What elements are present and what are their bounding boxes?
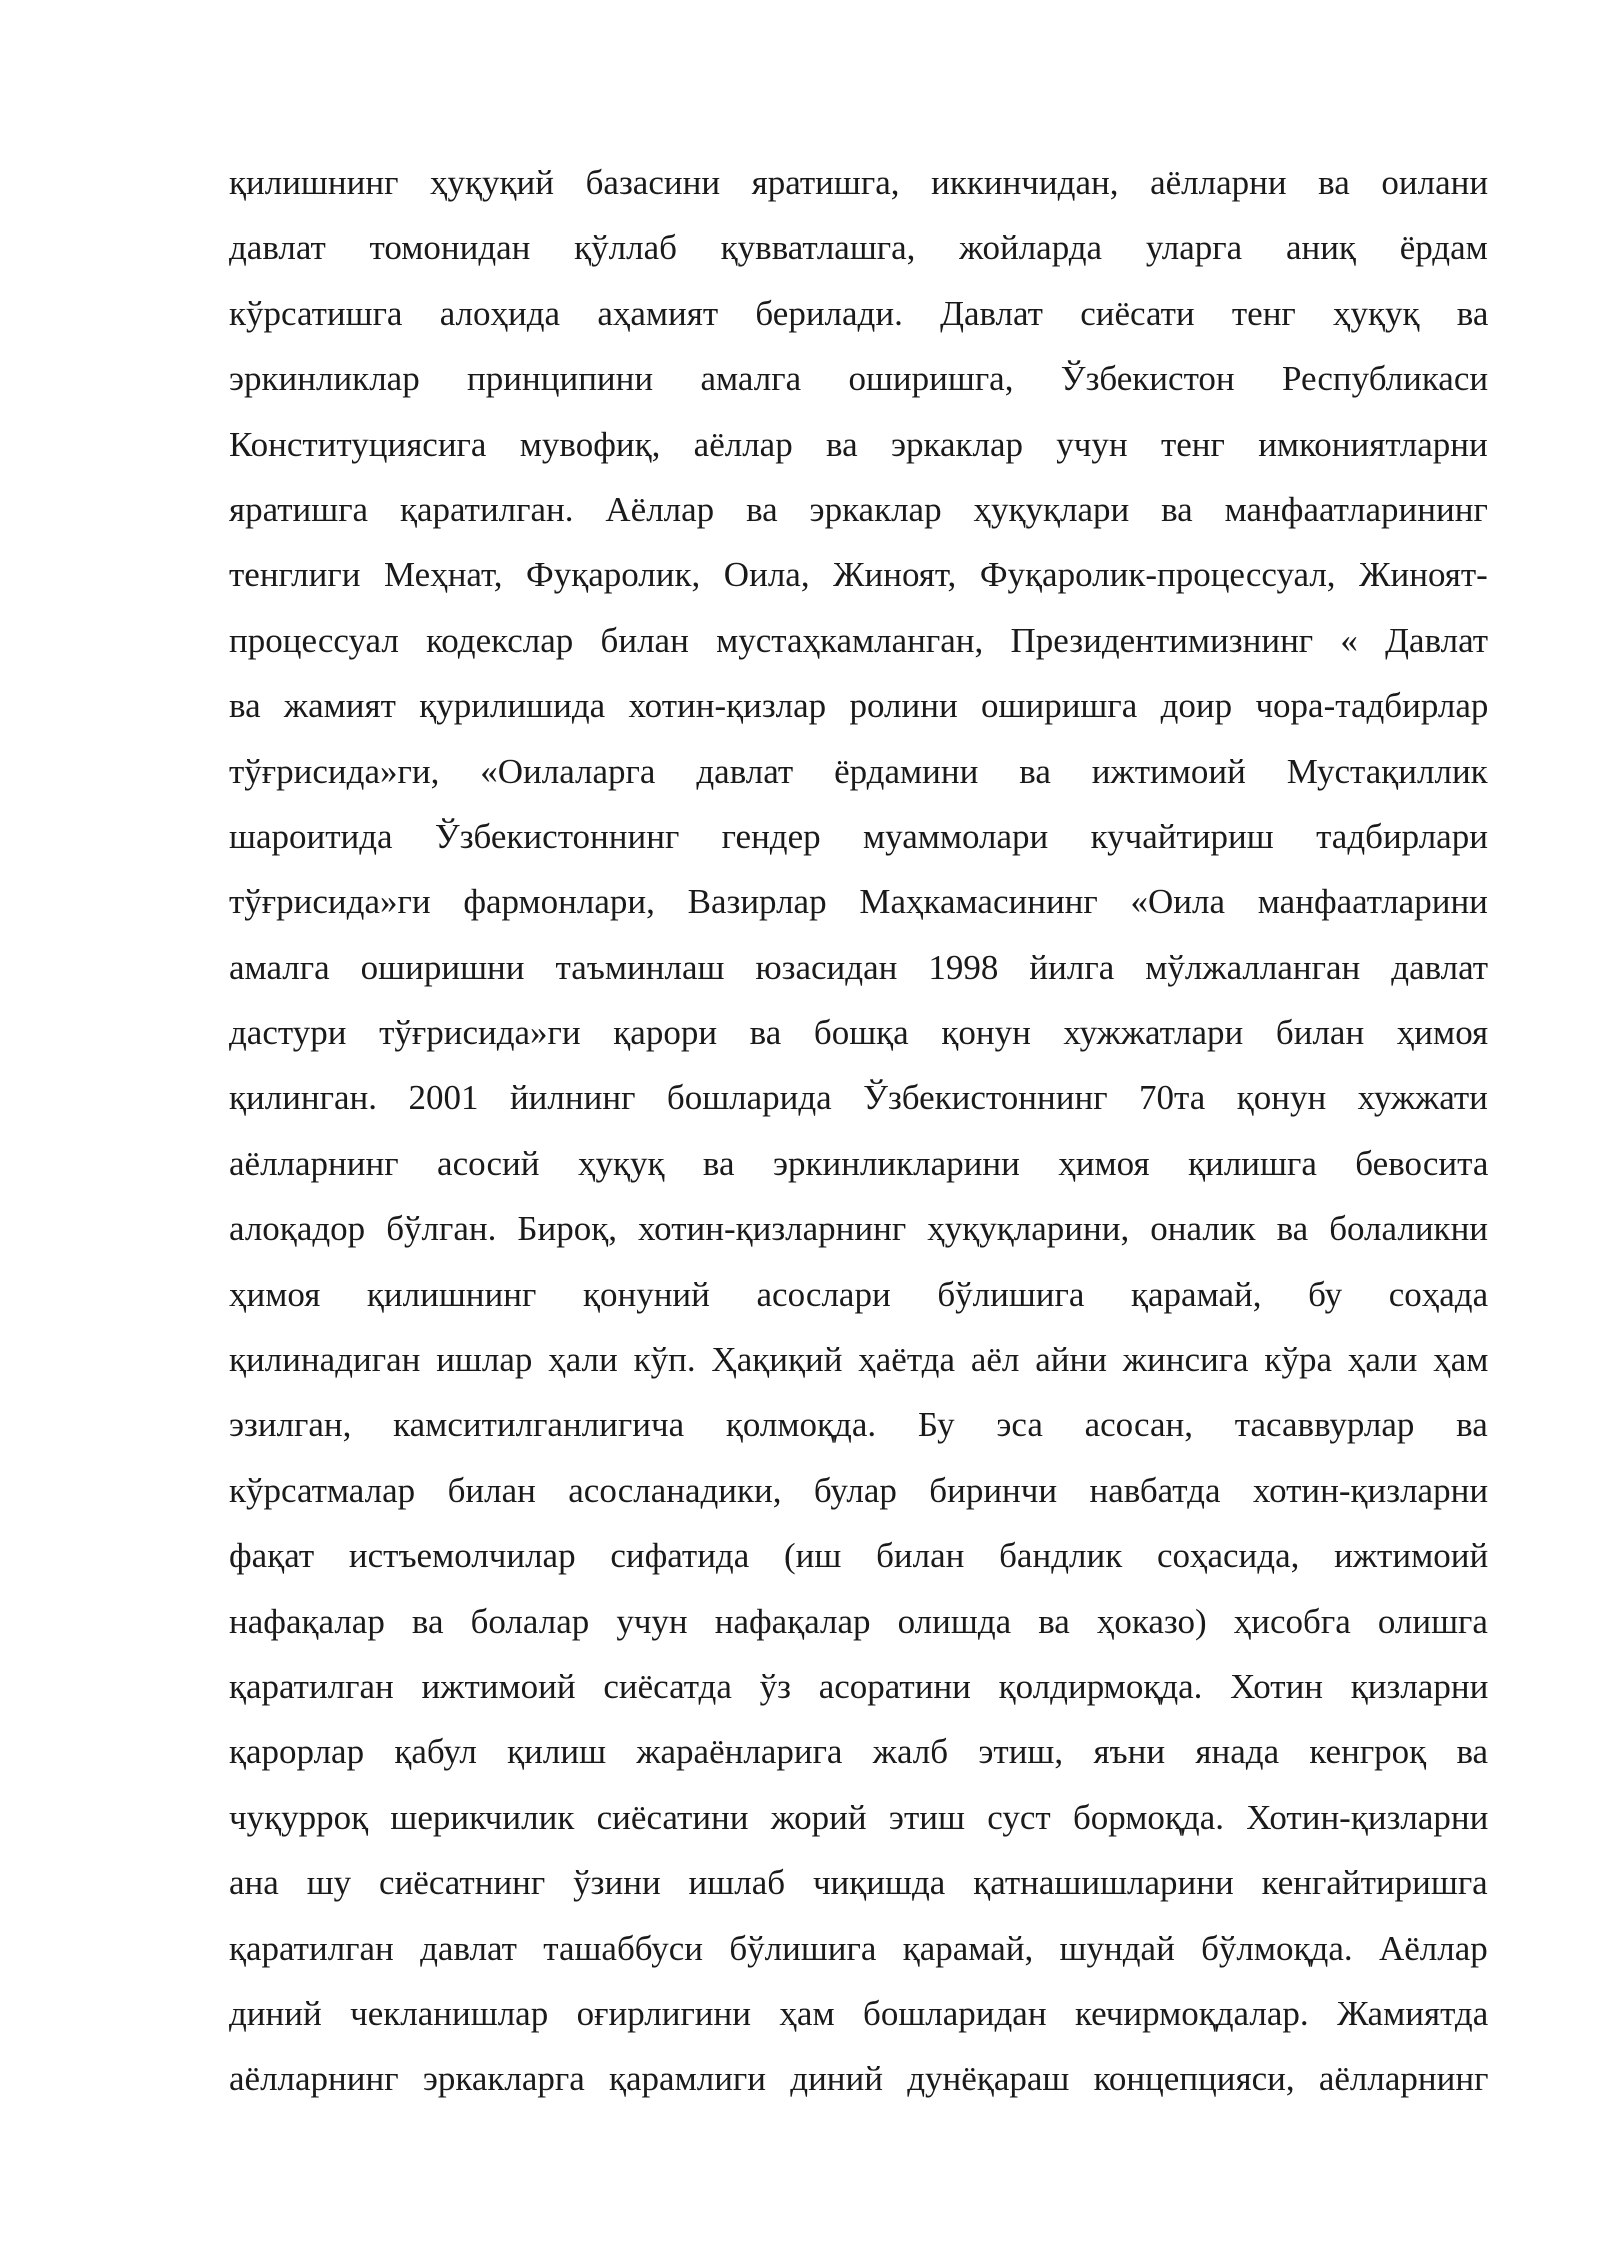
text-line: аёлларнинг асосий ҳуқуқ ва эркинликларини ҳимоя қилишга бевосита (229, 1143, 1489, 1183)
text-line: амалга оширишни таъминлаш юзасидан 1998 йилга мўлжалланган давлат (229, 947, 1489, 987)
text-line: эзилган, камситилганлигича қолмоқда. Бу эса асосан, тасаввурлар ва (229, 1405, 1488, 1445)
text-line: чуқурроқ шерикчилик сиёсатини жорий этиш суст бормоқда. Хотин-қизларни (229, 1797, 1489, 1837)
text-line: тенглиги Меҳнат, Фуқаролик, Оила, Жиноят, Фуқаролик-процессуал, Жиноят- (229, 555, 1488, 595)
text-line: кўрсатишга алоҳида аҳамият берилади. Давлат сиёсати тенг ҳуқуқ ва (229, 293, 1489, 333)
text-line: қаратилган ижтимоий сиёсатда ўз асоратини қолдирмоқда. Хотин қизларни (229, 1666, 1489, 1706)
text-line: аёлларнинг эркакларга қарамлиги диний дунёқараш концепцияси, аёлларнинг (229, 2059, 1489, 2099)
text-line: тўғрисида»ги, «Оилаларга давлат ёрдамини ва ижтимоий Мустақиллик (229, 751, 1488, 791)
text-line: эркинликлар принципини амалга оширишга, Ўзбекистон Республикаси (229, 359, 1489, 399)
text-line: тўғрисида»ги фармонлари, Вазирлар Маҳкамасининг «Оила манфаатларини (229, 882, 1488, 922)
text-line: процессуал кодекслар билан мустаҳкамланган, Президентимизнинг « Давлат (229, 620, 1489, 660)
text-line: давлат томонидан қўллаб қувватлашга, жойларда уларга аниқ ёрдам (229, 228, 1488, 268)
text-line: қилинган. 2001 йилнинг бошларида Ўзбекистоннинг 70та қонун хужжати (229, 1078, 1488, 1118)
text-line: фақат истъемолчилар сифатида (иш билан бандлик соҳасида, ижтимоий (229, 1536, 1489, 1576)
text-line: қаратилган давлат ташаббуси бўлишига қарамай, шундай бўлмоқда. Аёллар (229, 1928, 1488, 1968)
text-line: ана шу сиёсатнинг ўзини ишлаб чиқишда қатнашишларини кенгайтиришга (229, 1863, 1488, 1903)
text-line: алоқадор бўлган. Бироқ, хотин-қизларнинг ҳуқуқларини, оналик ва болаликни (229, 1209, 1489, 1249)
text-line: қарорлар қабул қилиш жараёнларига жалб этиш, яъни янада кенгроқ ва (229, 1732, 1489, 1772)
text-line: нафақалар ва болалар учун нафақалар олишда ва ҳоказо) ҳисобга олишга (229, 1601, 1488, 1641)
text-line: яратишга қаратилган. Аёллар ва эркаклар ҳуқуқлари ва манфаатларининг (229, 489, 1488, 529)
text-line: ва жамият қурилишида хотин-қизлар ролини оширишга доир чора-тадбирлар (229, 686, 1489, 726)
text-line: Конституциясига мувофиқ, аёллар ва эркаклар учун тенг имкониятларни (229, 424, 1488, 464)
text-line: кўрсатмалар билан асосланадики, булар биринчи навбатда хотин-қизларни (229, 1470, 1489, 1510)
text-line: шароитида Ўзбекистоннинг гендер муаммолари кучайтириш тадбирлари (229, 816, 1488, 856)
text-line: қилишнинг ҳуқуқий базасини яратишга, иккинчидан, аёлларни ва оилани (229, 163, 1489, 202)
text-line: қилинадиган ишлар ҳали кўп. Ҳақиқий ҳаётда аёл айни жинсига кўра ҳали ҳам (229, 1340, 1489, 1380)
text-line: дастури тўғрисида»ги қарори ва бошқа қонун хужжатлари билан ҳимоя (229, 1013, 1489, 1053)
text-line: ҳимоя қилишнинг қонуний асослари бўлишига қарамай, бу соҳада (229, 1274, 1489, 1314)
text-line: диний чекланишлар оғирлигини ҳам бошларидан кечирмоқдалар. Жамиятда (229, 1993, 1489, 2033)
body-paragraph (229, 150, 1488, 2112)
